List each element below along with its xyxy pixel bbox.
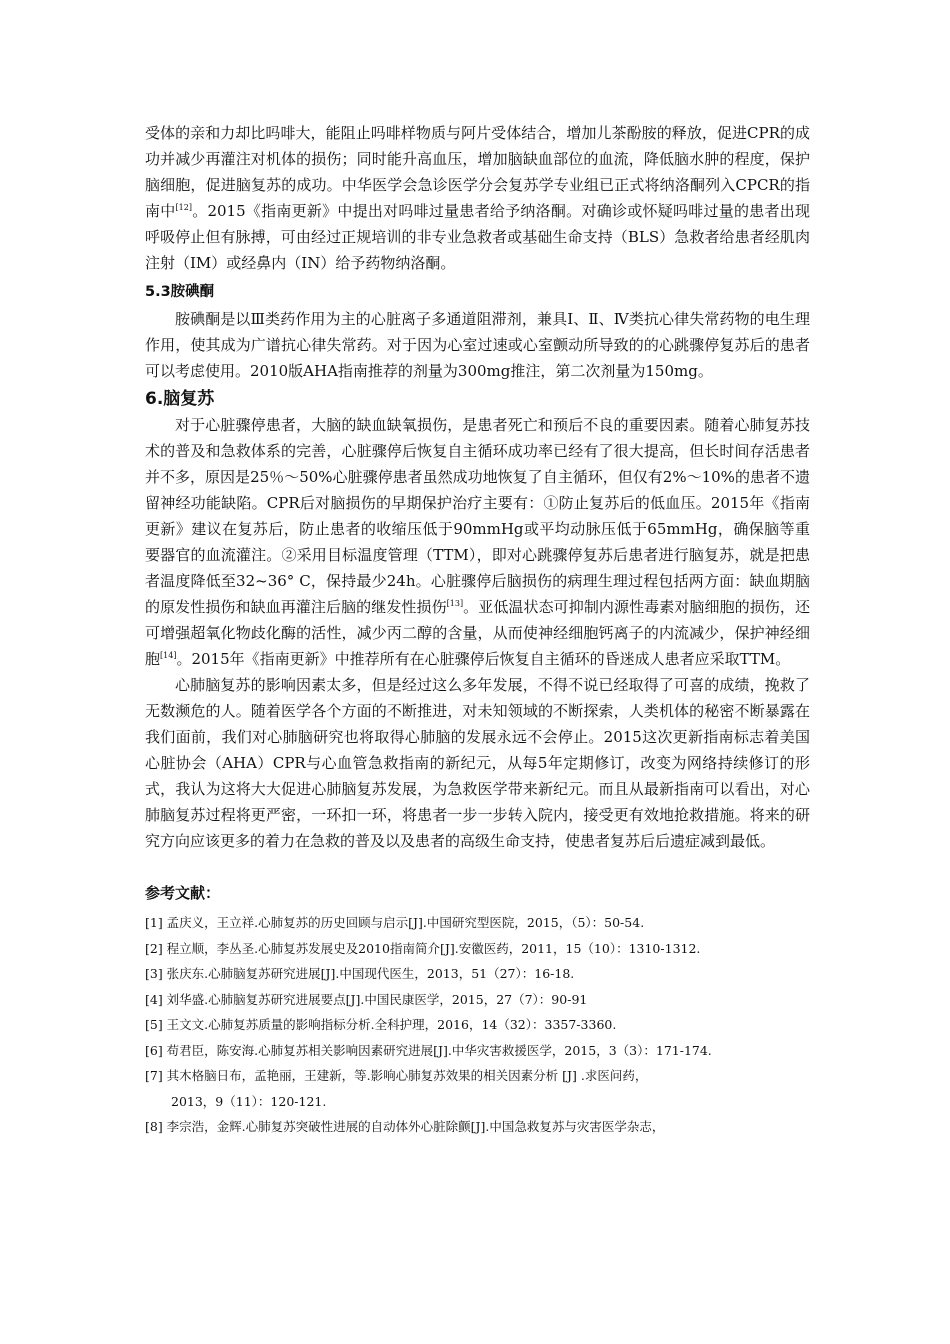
references-title: 参考文献： — [145, 884, 221, 902]
citation-13: [13] — [446, 599, 464, 608]
reference-item: [3] 张庆东.心肺脑复苏研究进展[J].中国现代医生，2013，51（27）：16-18. — [145, 966, 575, 981]
section-heading-6: 6.脑复苏 — [145, 389, 215, 409]
document-page — [145, 120, 810, 1140]
reference-item-continuation: 2013，9（11）：120-121. — [171, 1093, 327, 1109]
citation-14: [14] — [160, 651, 177, 660]
reference-item: [7] 其木格脑日布，孟艳丽，王建新，等.影响心肺复苏效果的相关因素分析 [J] .求医问药， — [145, 1068, 648, 1083]
body-paragraph: 对于心脏骤停患者，大脑的缺血缺氧损伤，是患者死亡和预后不良的重要因素。随着心肺复苏技术的普及和急救体系的完善，心脏骤停后恢复自主循环成功率已经有了很大提高，但长时间存活患者并不多，原因是25％～50%心脏骤停患者虽然成功地恢复了自主循环，但仅有2%～10%的患者不遗留神经功能缺陷。CPR后对脑损伤的早期保护治疗主要有：①防止复苏后的低血压。2015年《指南更新》建议在复苏后，防止患者的收缩压低于90mmHg或平均动脉压低于65mmHg，确保脑等重要器官的血流灌注。②采用目标温度管理（TTM），即对心跳骤停复苏后患者进行脑复苏，就是把患者温度降低至32~36° C，保持最少24h。心脏骤停后脑损伤的病理生理过程包括两方面：缺血期脑的原发性损伤和缺血再灌注后脑的继发性损伤[13]。亚低温状态可抑制内源性毒素对脑细胞的损伤，还可增强超氧化物歧化酶的活性，减少丙二醇的含量，从而使神经细胞钙离子的内流减少，保护神经细胞[14]。2015年《指南更新》中推荐所有在心脏骤停后恢复自主循环的昏迷成人患者应采取TTM。 — [145, 416, 810, 668]
body-paragraph: 心肺脑复苏的影响因素太多，但是经过这么多年发展，不得不说已经取得了可喜的成绩，挽救了无数濒危的人。随着医学各个方面的不断推进，对未知领域的不断探索，人类机体的秘密不断暴露在我们面前，我们对心肺脑研究也将取得心肺脑的发展永远不会停止。2015这次更新指南标志着美国心脏协会（AHA）CPR与心血管急救指南的新纪元，从每5年定期修订，改变为网络持续修订的形式，我认为这将大大促进心肺脑复苏发展，为急救医学带来新纪元。而且从最新指南可以看出，对心肺脑复苏过程将更严密，一环扣一环，将患者一步一步转入院内，接受更有效地抢救措施。将来的研究方向应该更多的着力在急救的普及以及患者的高级生命支持，使患者复苏后后遗症减到最低。 — [145, 676, 810, 850]
reference-item: [1] 孟庆义，王立祥.心肺复苏的历史回顾与启示[J].中国研究型医院，2015，（5）：50-54. — [145, 915, 645, 930]
body-paragraph: 受体的亲和力却比吗啡大，能阻止吗啡样物质与阿片受体结合，增加儿茶酚胺的释放，促进CPR的成功并减少再灌注对机体的损伤；同时能升高血压，增加脑缺血部位的血流，降低脑水肿的程度，保护脑细胞，促进脑复苏的成功。中华医学会急诊医学分会复苏学专业组已正式将纳洛酮列入CPCR的指南中[12]。2015《指南更新》中提出对吗啡过量患者给予纳洛酮。对确诊或怀疑吗啡过量的患者出现呼吸停止但有脉搏，可由经过正规培训的非专业急救者或基础生命支持（BLS）急救者给患者经肌肉注射（IM）或经鼻内（IN）给予药物纳洛酮。 — [145, 124, 810, 272]
body-paragraph: 胺碘酮是以Ⅲ类药作用为主的心脏离子多通道阻滞剂，兼具Ⅰ、Ⅱ、Ⅳ类抗心律失常药物的电生理作用，使其成为广谱抗心律失常药。对于因为心室过速或心室颤动所导致的的心跳骤停复苏后的患者可以考虑使用。2010版AHA指南推荐的剂量为300mg推注，第二次剂量为150mg。 — [145, 310, 810, 380]
section-heading-5-3: 5.3胺碘酮 — [145, 284, 215, 300]
reference-item: [6] 苟君臣，陈安海.心肺复苏相关影响因素研究进展[J].中华灾害救援医学，2015，3（3）：171-174. — [145, 1042, 712, 1058]
reference-item: [2] 程立顺，李丛圣.心肺复苏发展史及2010指南简介[J].安徽医药，2011，15（10）：1310-1312. — [145, 940, 701, 956]
reference-item: [4] 刘华盛.心肺脑复苏研究进展要点[J].中国民康医学，2015，27（7）：90-91 — [145, 991, 588, 1007]
reference-item: [8] 李宗浩，金辉.心肺复苏突破性进展的自动体外心脏除颤[J].中国急救复苏与灾害医学杂志， — [145, 1119, 665, 1134]
reference-item: [5] 王文文.心肺复苏质量的影响指标分析.全科护理，2016，14（32）：3357-3360. — [145, 1017, 617, 1032]
citation-12: [12] — [175, 203, 192, 212]
